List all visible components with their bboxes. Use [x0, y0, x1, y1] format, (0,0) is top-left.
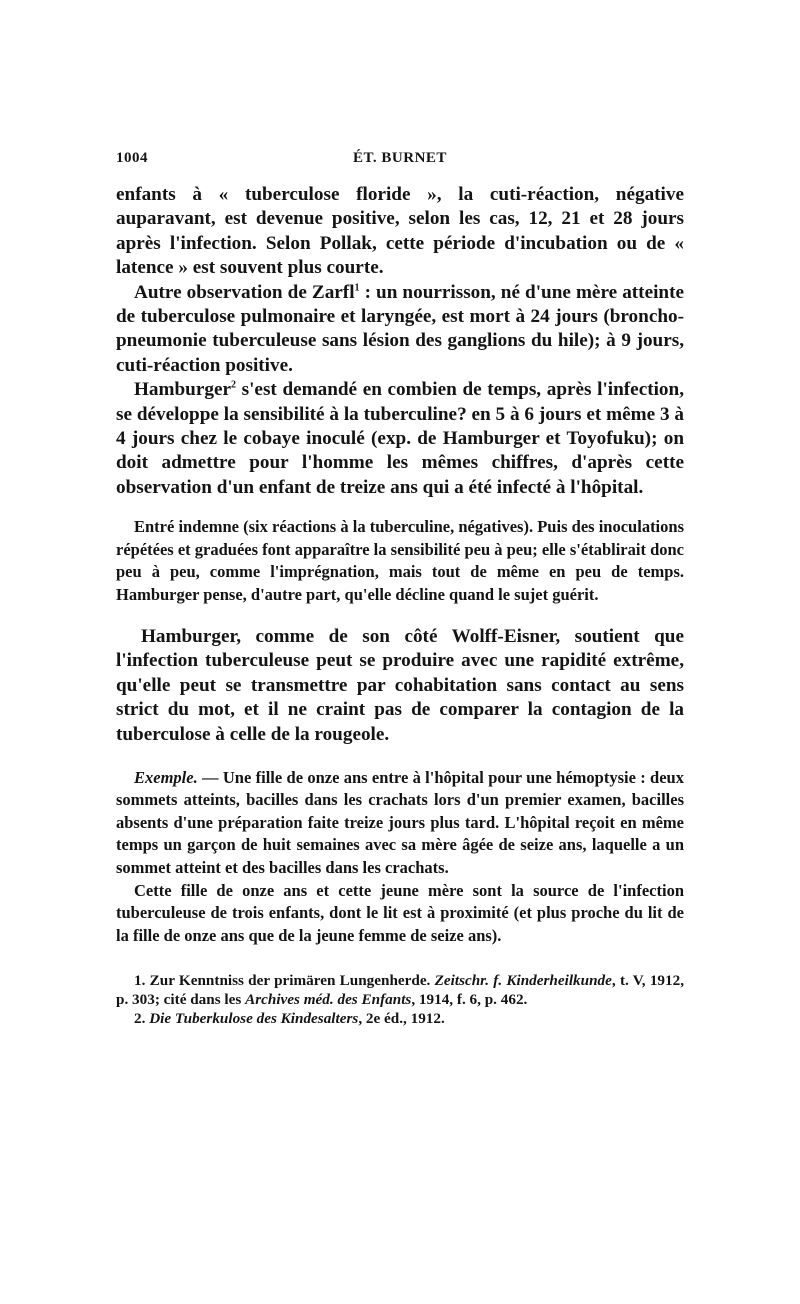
footnote-1-journal: Zeitschr. f. Kinderheilkunde	[434, 972, 612, 990]
example-block	[116, 767, 684, 948]
example-paragraph-2: Cette fille de onze ans et cette jeune mère sont la source de l'infection tuberculeuse de trois enfants, dont le lit est à proximité (et plus proche du lit de la fille de onze ans que de la jeune femme de seize ans).	[116, 880, 684, 945]
page-header	[116, 150, 684, 174]
footnote-1-title: 1. Zur Kenntniss der primären Lungenherde.	[134, 972, 435, 990]
example-label: Exemple.	[134, 767, 198, 787]
running-head: ÉT. BURNET	[353, 150, 447, 166]
example-text: — Une fille de onze ans entre à l'hôpital pour une hémoptysie : deux sommets atteints, bacilles dans les crachats lors d'un premier examen, bacilles absents d'une préparation faite treize jours plus tard. L'hôpital reçoit en même temps un garçon de huit semaines avec sa mère âgée de seize ans, laquelle a un sommet atteint et des bacilles dans les crachats.	[116, 767, 684, 877]
footnote-ref-2: 2	[231, 379, 236, 391]
book-page	[116, 150, 684, 1028]
footnote-2-number: 2.	[134, 1010, 150, 1028]
footnote-2-title: Die Tuberkulose des Kindesalters	[149, 1010, 359, 1028]
footnote-1-archives: Archives méd. des Enfants	[245, 991, 412, 1009]
footnote-2-edition: , 2e éd., 1912.	[358, 1010, 445, 1028]
quoted-observation-text: Entré indemne (six réactions à la tuberculine, négatives). Puis des inoculations répétées et graduées font apparaître la sensibilité peu à peu; elle s'établirait donc peu à peu, comme l'imprégnation, mais tout de même en peu de temps. Hamburger pense, d'autre part, qu'elle décline quand le sujet guérit.	[116, 517, 684, 605]
footnote-1-pages: , 1914, f. 6, p. 462.	[411, 991, 528, 1009]
paragraph-hamburger-text-a: Hamburger	[134, 379, 231, 401]
footnote-2	[116, 1009, 684, 1028]
paragraph-hamburger	[116, 378, 684, 500]
paragraph-zarfl-text-b: : un nourrisson, né d'une mère atteinte de tuberculose pulmonaire et laryngée, est mort à 24 jours (broncho-pneumonie tuberculeuse sans lésion des ganglions du hile); à 9 jours, cuti-réaction positive.	[116, 281, 684, 376]
paragraph-zarfl	[116, 281, 684, 379]
paragraph-hamburger-text-b: s'est demandé en combien de temps, après l'infection, se développe la sensibilité à la tuberculine? en 5 à 6 jours et même 3 à 4 jours chez le cobaye inoculé (exp. de Hamburger et Toyofuku); on doit admettre pour l'homme les mêmes chiffres, d'après cette observation d'un enfant de treize ans qui a été infecté à l'hôpital.	[116, 379, 684, 498]
example-paragraph	[116, 767, 684, 880]
footnote-1-details: , t. V, 1912, p. 303; cité dans les	[116, 972, 684, 1009]
paragraph-zarfl-text-a: Autre observation de Zarfl	[134, 281, 355, 303]
footnotes	[116, 971, 684, 1028]
quoted-observation	[116, 516, 684, 606]
page-number: 1004	[116, 150, 148, 166]
footnote-ref-1: 1	[354, 282, 360, 294]
footnote-1	[116, 971, 684, 1009]
paragraph-continued: enfants à « tuberculose floride », la cuti-réaction, négative auparavant, est devenue positive, selon les cas, 12, 21 et 28 jours après l'infection. Selon Pollak, cette période d'incubation ou de « latence » est souvent plus courte.	[116, 184, 684, 279]
paragraph-wolff-eisner: Hamburger, comme de son côté Wolff-Eisner, soutient que l'infection tuberculeuse peut se produire avec une rapidité extrême, qu'elle peut se transmettre par cohabitation sans contact au sens strict du mot, et il ne craint pas de comparer la contagion de la tuberculose à celle de la rougeole.	[116, 625, 684, 746]
